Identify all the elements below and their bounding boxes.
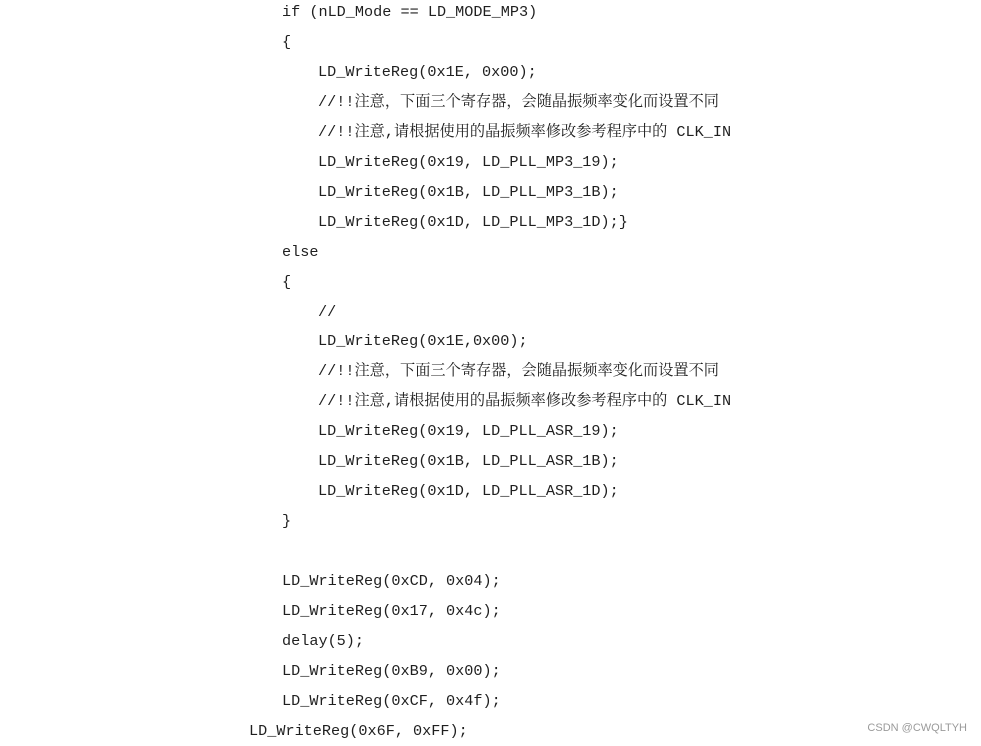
code-line: LD_WriteReg(0xCD, 0x04); [282,572,501,591]
code-line: { [282,32,292,51]
watermark: CSDN @CWQLTYH [867,722,967,734]
code-line: { [282,272,292,291]
code-line: delay(5); [282,631,365,650]
code-line: LD_WriteReg(0x1D, LD_PLL_ASR_1D); [318,482,619,501]
code-line: LD_WriteReg(0x1E,0x00); [318,332,528,351]
code-line: LD_WriteReg(0x17, 0x4c); [282,602,501,620]
code-line: else [282,242,319,261]
code-line: LD_WriteReg(0xB9, 0x00); [282,661,501,680]
code-line: LD_WriteReg(0x1D, LD_PLL_MP3_1D);} [318,212,628,231]
code-line: LD_WriteReg(0x1E, 0x00); [318,62,537,81]
code-line: LD_WriteReg(0x19, LD_PLL_ASR_19); [318,422,619,441]
code-line: // [318,302,337,321]
code-line: LD_WriteReg(0x19, LD_PLL_MP3_19); [318,152,619,171]
code-line: //!!注意，下面三个寄存器，会随晶振频率变化而设置不同 [318,362,719,381]
code-line: LD_WriteReg(0x1B, LD_PLL_ASR_1B); [318,452,619,471]
code-line: } [282,512,292,531]
code-line: //!!注意，下面三个寄存器，会随晶振频率变化而设置不同 [318,92,719,111]
code-line: //!!注意,请根据使用的晶振频率修改参考程序中的 CLK_IN [318,122,732,141]
code-line: if (nLD_Mode == LD_MODE_MP3) [282,3,538,21]
code-line: LD_WriteReg(0xCF, 0x4f); [282,691,501,710]
code-line: LD_WriteReg(0x6F, 0xFF); [249,721,468,740]
code-line: LD_WriteReg(0x1B, LD_PLL_MP3_1B); [318,182,619,201]
code-line: //!!注意,请根据使用的晶振频率修改参考程序中的 CLK_IN [318,392,732,411]
